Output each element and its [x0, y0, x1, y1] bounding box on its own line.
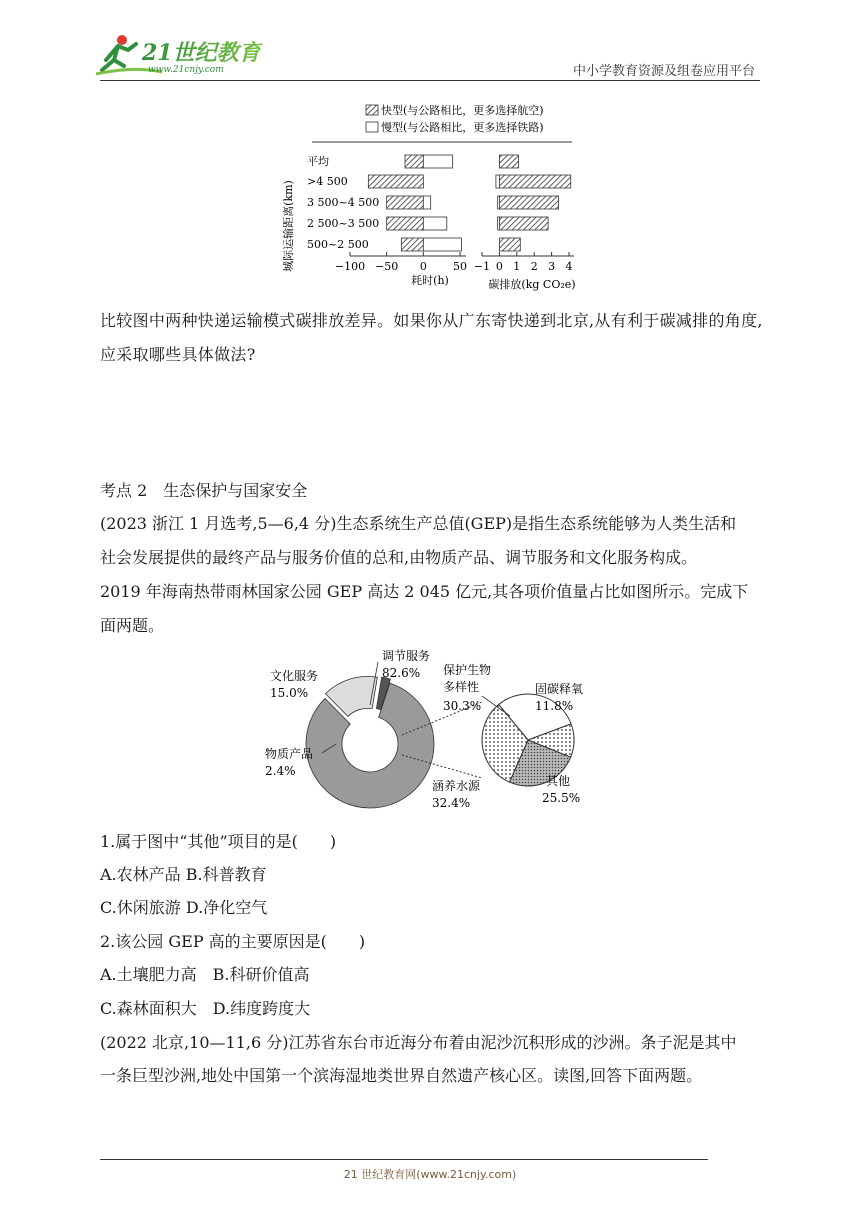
time-bar-slow [423, 196, 430, 209]
time-bar-slow [423, 155, 452, 168]
question-2-options: C.森林面积大 D.纬度跨度大 [100, 999, 311, 1018]
label-bio-2: 多样性 [443, 680, 480, 694]
time-bar-fast [387, 196, 424, 209]
category-label: 500~2 500 [307, 238, 369, 251]
category-labels [307, 154, 379, 251]
category-label: 平均 [307, 155, 329, 168]
gep-donut [306, 676, 434, 808]
svg-text:21世纪教育: 21世纪教育 [142, 40, 261, 66]
carbon-tick-label: −1 [473, 260, 491, 273]
passage1-line: 面两题。 [100, 616, 165, 635]
header-platform-text: 中小学教育资源及组卷应用平台 [572, 64, 755, 79]
legend-swatch-fast [366, 105, 378, 115]
label-other-pct: 25.5% [542, 791, 581, 805]
question-2: 2.该公园 GEP 高的主要原因是( ) [100, 932, 366, 951]
passage1-line: 2019 年海南热带雨林国家公园 GEP 高达 2 045 亿元,其各项价值量占比如图所示。完成下 [100, 582, 749, 601]
carbon-bar-fast [499, 196, 558, 209]
carbon-bar-fast [499, 238, 520, 251]
passage1-line: 社会发展提供的最终产品与服务价值的总和,由物质产品、调节服务和文化服务构成。 [100, 548, 698, 567]
question-carbon: 比较图中两种快递运输模式碳排放差异。如果你从广东寄快递到北京,从有利于碳减排的角度,应采取哪些具体做法? [100, 311, 763, 364]
carbon-axis-ticks [474, 252, 573, 273]
label-regulate: 调节服务 [382, 649, 431, 663]
time-bar-fast [368, 175, 423, 188]
label-culture: 文化服务 [270, 669, 319, 683]
label-carbon: 固碳释氧 [535, 682, 584, 696]
time-bar-fast [401, 238, 423, 251]
time-tick-label: 0 [419, 260, 427, 273]
carbon-bar-slow [496, 175, 499, 188]
question-1-options: A.农林产品 B.科普教育 [100, 865, 267, 884]
legend-label-fast: 快型(与公路相比，更多选择航空) [381, 104, 544, 117]
category-label: 2 500~3 500 [307, 217, 380, 230]
question-1-options: C.休闲旅游 D.净化空气 [100, 898, 268, 917]
gep-pie-chart [260, 640, 605, 816]
label-material: 物质产品 [265, 747, 314, 761]
question-1: 1.属于图中“其他”项目的是( ) [100, 832, 337, 851]
time-tick-label: −100 [334, 260, 366, 273]
passage2-line: 一条巨型沙洲,地处中国第一个滨海湿地类世界自然遗产核心区。读图,回答下面两题。 [100, 1066, 703, 1085]
header-divider [100, 80, 760, 81]
carbon-bar-fast [499, 217, 548, 230]
category-label: >4 500 [307, 175, 348, 188]
time-bars [368, 155, 461, 251]
time-bar-slow [423, 217, 446, 230]
transport-chart [270, 98, 600, 300]
footer-divider [100, 1159, 708, 1160]
legend-label-slow: 慢型(与公路相比，更多选择铁路) [381, 121, 544, 134]
carbon-tick-label: 2 [530, 260, 538, 273]
y-axis-label: 城际运输距离(km) [282, 180, 295, 272]
section-title: 考点 2 生态保护与国家安全 [100, 481, 308, 500]
carbon-bars [496, 155, 571, 251]
label-water: 涵养水源 [432, 779, 481, 793]
passage1-line: (2023 浙江 1 月选考,5—6,4 分)生态系统生产总值(GEP)是指生态系统能够为人类生活和 [100, 514, 737, 533]
label-carbon-pct: 11.8% [535, 699, 574, 713]
label-bio: 保护生物 [443, 663, 492, 677]
time-bar-slow [423, 238, 461, 251]
question-2-options: A.土壤肥力高 B.科研价值高 [100, 965, 310, 984]
carbon-bar-fast [499, 155, 518, 168]
carbon-axis-title: 碳排放(kg CO₂e) [488, 278, 576, 291]
svg-text:www.21cnjy.com: www.21cnjy.com [148, 65, 224, 75]
chart-legend [312, 103, 572, 142]
carbon-tick-label: 0 [495, 260, 503, 273]
footer-site: 21 世纪教育网(www.21cnjy.com) [343, 1168, 517, 1181]
label-bio-pct: 30.3% [443, 699, 482, 713]
time-axis-title: 耗时(h) [411, 274, 449, 287]
passage2-line: (2022 北京,10—11,6 分)江苏省东台市近海分布着由泥沙沉积形成的沙洲。条子泥是其中 [100, 1033, 737, 1052]
time-bar-fast [387, 217, 424, 230]
label-culture-pct: 15.0% [270, 686, 309, 700]
time-bar-fast [405, 155, 423, 168]
legend-swatch-slow [366, 122, 378, 132]
label-material-pct: 2.4% [265, 764, 296, 778]
category-label: 3 500~4 500 [307, 196, 380, 209]
time-tick-label: 50 [453, 260, 467, 273]
label-regulate-pct: 82.6% [382, 666, 421, 680]
label-other: 其他 [546, 774, 571, 788]
carbon-tick-label: 4 [565, 260, 573, 273]
carbon-bar-fast [499, 175, 570, 188]
carbon-tick-label: 1 [513, 260, 521, 273]
time-axis-ticks [335, 252, 467, 273]
label-water-pct: 32.4% [432, 796, 471, 810]
carbon-tick-label: 3 [548, 260, 556, 273]
time-tick-label: −50 [375, 260, 399, 273]
site-logo[interactable] [92, 30, 262, 80]
